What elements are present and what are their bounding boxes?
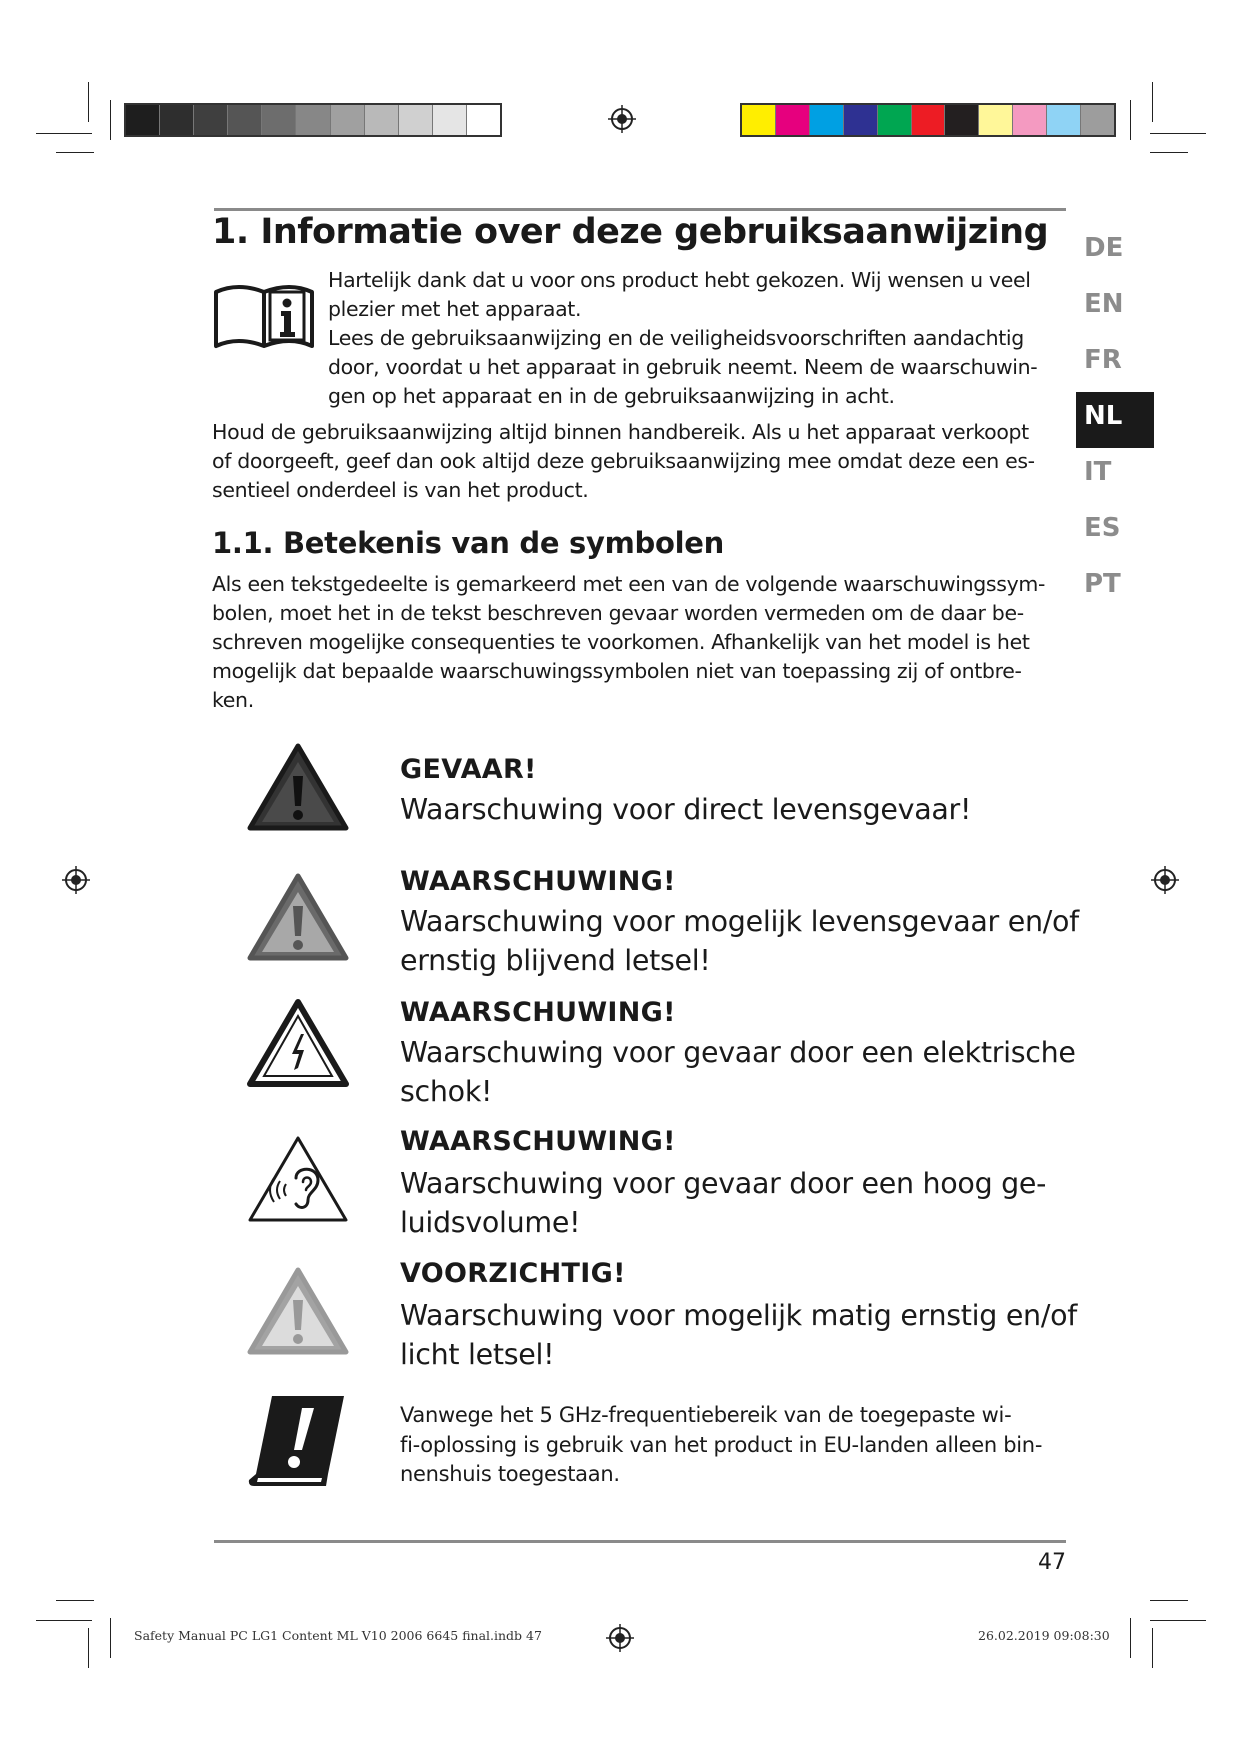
language-tab-it[interactable]: IT bbox=[1084, 457, 1112, 487]
color-swatch bbox=[194, 105, 228, 135]
warning-exclamation-icon bbox=[246, 870, 350, 966]
language-tabs bbox=[1076, 224, 1154, 616]
color-swatch bbox=[979, 105, 1013, 135]
text-line: bolen, moet het in de tekst beschreven gevaar worden vermeden om de daar be- bbox=[212, 601, 1024, 625]
color-swatch bbox=[399, 105, 433, 135]
color-swatch bbox=[331, 105, 365, 135]
text-line: Lees de gebruiksaanwijzing en de veiligheidsvoorschriften aandachtig bbox=[328, 326, 1024, 350]
color-swatch bbox=[228, 105, 262, 135]
page-number: 47 bbox=[1038, 1550, 1066, 1575]
footer-filename: Safety Manual PC LG1 Content ML V10 2006 6645 final.indb 47 bbox=[134, 1628, 542, 1643]
color-swatch bbox=[912, 105, 946, 135]
subsection-title: 1.1. Betekenis van de symbolen bbox=[212, 526, 724, 560]
registration-mark-icon bbox=[608, 105, 636, 133]
color-swatch bbox=[467, 105, 500, 135]
language-tab-fr[interactable]: FR bbox=[1084, 345, 1122, 375]
text-line: Als een tekstgedeelte is gemarkeerd met een van de volgende waarschuwingssym- bbox=[212, 572, 1046, 596]
color-swatch bbox=[878, 105, 912, 135]
intro-paragraph bbox=[328, 266, 1058, 411]
text-line: licht letsel! bbox=[400, 1338, 555, 1371]
color-swatch bbox=[262, 105, 296, 135]
registration-mark-icon bbox=[606, 1624, 634, 1652]
symbols-paragraph bbox=[212, 570, 1072, 715]
color-swatch bbox=[945, 105, 979, 135]
section-title: 1. Informatie over deze gebruiksaanwijzing bbox=[212, 212, 1049, 252]
text-line: Houd de gebruiksaanwijzing altijd binnen handbereik. Als u het apparaat verkoopt bbox=[212, 420, 1029, 444]
text-line: Waarschuwing voor gevaar door een elektrische bbox=[400, 1036, 1076, 1069]
text-line: fi-oplossing is gebruik van het product in EU-landen alleen bin- bbox=[400, 1432, 1043, 1457]
electric-shock-icon bbox=[246, 996, 350, 1092]
language-tab-pt[interactable]: PT bbox=[1084, 569, 1121, 599]
warning-title: GEVAAR! bbox=[400, 754, 537, 785]
text-line: Waarschuwing voor mogelijk matig ernstig en/of bbox=[400, 1299, 1077, 1332]
color-swatch bbox=[296, 105, 330, 135]
warning-title: VOORZICHTIG! bbox=[400, 1258, 626, 1289]
warning-title: WAARSCHUWING! bbox=[400, 1126, 676, 1157]
bottom-rule bbox=[214, 1540, 1066, 1543]
text-line: schok! bbox=[400, 1075, 493, 1108]
warning-text bbox=[400, 790, 1080, 829]
registration-mark-icon bbox=[62, 866, 90, 894]
text-line: Waarschuwing voor mogelijk levensgevaar en/of bbox=[400, 905, 1079, 938]
text-line: mogelijk dat bepaalde waarschuwingssymbolen niet van toepassing zij of ontbre- bbox=[212, 659, 1022, 683]
text-line: Vanwege het 5 GHz-frequentiebereik van de toegepaste wi- bbox=[400, 1403, 1012, 1427]
text-line: Waarschuwing voor gevaar door een hoog ge- bbox=[400, 1167, 1047, 1200]
text-line: plezier met het apparaat. bbox=[328, 297, 582, 321]
text-line: gen op het apparaat en in de gebruiksaanwijzing in acht. bbox=[328, 384, 895, 408]
text-line: luidsvolume! bbox=[400, 1206, 581, 1239]
text-line: Hartelijk dank dat u voor ons product hebt gekozen. Wij wensen u veel bbox=[328, 268, 1031, 292]
warning-text bbox=[400, 1033, 1080, 1111]
language-tab-de[interactable]: DE bbox=[1084, 233, 1124, 263]
language-tab-nl[interactable]: NL bbox=[1076, 392, 1154, 448]
info-book-icon bbox=[212, 276, 316, 352]
text-line: nenshuis toegestaan. bbox=[400, 1462, 620, 1486]
color-swatch bbox=[844, 105, 878, 135]
language-tab-es[interactable]: ES bbox=[1084, 513, 1121, 543]
body-paragraph bbox=[212, 418, 1072, 505]
color-swatch bbox=[742, 105, 776, 135]
top-rule bbox=[214, 208, 1066, 211]
warning-title: WAARSCHUWING! bbox=[400, 866, 676, 897]
color-swatch bbox=[160, 105, 194, 135]
language-tab-en[interactable]: EN bbox=[1084, 289, 1124, 319]
greyscale-colorbar bbox=[124, 103, 502, 137]
color-swatch bbox=[1013, 105, 1047, 135]
text-line: ernstig blijvend letsel! bbox=[400, 944, 711, 977]
warning-title: WAARSCHUWING! bbox=[400, 997, 676, 1028]
text-line: of doorgeeft, geef dan ook altijd deze gebruiksaanwijzing mee omdat deze een es- bbox=[212, 449, 1035, 473]
color-swatch bbox=[365, 105, 399, 135]
color-swatch bbox=[1081, 105, 1114, 135]
registration-mark-icon bbox=[1151, 866, 1179, 894]
warning-text bbox=[400, 902, 1080, 980]
wifi-notice bbox=[400, 1401, 1060, 1490]
process-colorbar bbox=[740, 103, 1116, 137]
warning-text bbox=[400, 1296, 1080, 1374]
text-line: sentieel onderdeel is van het product. bbox=[212, 478, 589, 502]
text-line: door, voordat u het apparaat in gebruik neemt. Neem de waarschuwin- bbox=[328, 355, 1038, 379]
color-swatch bbox=[433, 105, 467, 135]
color-swatch bbox=[776, 105, 810, 135]
color-swatch bbox=[810, 105, 844, 135]
footer-timestamp: 26.02.2019 09:08:30 bbox=[978, 1628, 1110, 1643]
color-swatch bbox=[126, 105, 160, 135]
caution-exclamation-icon bbox=[246, 1264, 350, 1360]
text-line: ken. bbox=[212, 688, 254, 712]
danger-exclamation-icon bbox=[246, 740, 350, 836]
text-line: schreven mogelijke consequenties te voorkomen. Afhankelijk van het model is het bbox=[212, 630, 1030, 654]
warning-text bbox=[400, 1164, 1080, 1242]
hearing-damage-icon bbox=[246, 1132, 350, 1228]
text-line: Waarschuwing voor direct levensgevaar! bbox=[400, 793, 972, 826]
manual-exclamation-icon bbox=[244, 1390, 352, 1494]
color-swatch bbox=[1047, 105, 1081, 135]
